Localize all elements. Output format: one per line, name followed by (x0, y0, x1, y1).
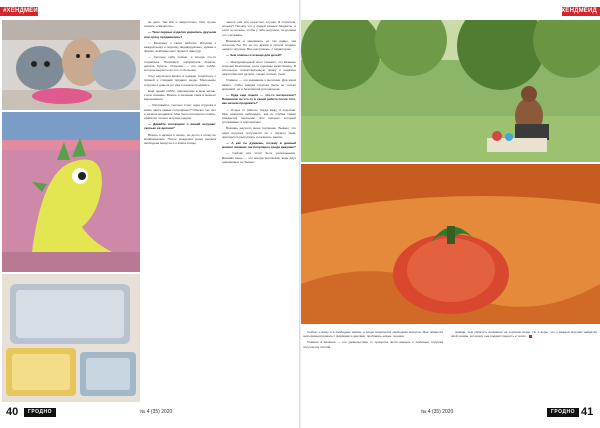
interview-question: — Куда ещё пошли — что-то интересное? Поменяли ли что-то в своей работе после того, как начали продавать? (222, 93, 296, 106)
end-of-article-mark (529, 335, 532, 338)
article-paragraph: — Сколько себя помню, я всегда что-то создавала. Например, оформляла бокалы, делала букеты. Игрушки — это моё хобби, которое выросло во что-то большее. (144, 55, 216, 73)
article-paragraph (451, 330, 597, 338)
interview-question: — Твои первые изделия дарились друзьям или сразу продавались? (144, 30, 216, 39)
left-page (0, 0, 299, 428)
article-paragraph: — Сейчас все хотят быть уникальными. Вязаная вещь — это всегда эксклюзив, ведь двух одинаковых не бывает. (222, 151, 296, 164)
article-text: правде, чем обратить внимание на хорошие вещи. Но я верю, что у каждой игрушки найдётся свой хозяин, которому она подарит радость и тепло. (451, 330, 597, 339)
article-paragraph: за дело. Так всё и закрутилось. Или лучше сказать «связалось». (144, 20, 216, 29)
article-paragraph: Вязанием я занимаюсь не так давно, как хотелось бы. Но за это время я успела создать немало игрушек. Все они разные, с характером. (222, 38, 296, 52)
brand-label: ГРОДНО (24, 408, 56, 417)
article-paragraph: Вязание научило меня терпению. Бывает, что одна игрушка получается не с первого раза, приходится распускать и начинать заново. (222, 126, 296, 139)
photo-pumpkin (301, 164, 600, 324)
article-paragraph: Сейчас я вяжу и в свободное время, и когда появляется свободная минутка. Мне нравится экспериментировать с формами и цветами, пробовать новые техники. (303, 330, 443, 339)
section-tag: #ХЕНДМЕЙД (3, 8, 43, 14)
article-paragraph: — Расскажу о своих работах. Игрушки к каждой вещи я подхожу индивидуально, думаю о форме, выбираю цвет пряжи и фактуру. (144, 40, 216, 54)
article-paragraph: Вязать я начала в школе, но долго к этому не возвращалась. После рождения дочки выпала свободная минутка и я взяла спицы. (144, 132, 216, 146)
article-paragraph: Главное — это внимание к мелочам. Для меня важно, чтобы каждая игрушка была не только красивой, но и безопасной для малыша. (222, 78, 296, 91)
issue-label: № 4 (35) 2020 (421, 409, 454, 415)
left-text-column-1 (144, 20, 216, 402)
photo-toys (2, 20, 140, 110)
issue-label: № 4 (35) 2020 (140, 409, 173, 415)
photo-author-park (301, 20, 600, 162)
photo-baskets (2, 274, 140, 402)
page-number: 40 (6, 406, 19, 418)
article-paragraph: — Отдых от работы. Когда вяжу, я отдыхаю. Мне нравится наблюдать, как из клубка пряжи рождается персонаж. Это процесс, который успокаивает и вдохновляет. (222, 107, 296, 125)
article-paragraph: чается она для нечастого случая. Я спросила, почему? Потому что у людей разные бюджеты, и если ты хочешь, чтобы у тебя покупали, ты должна это учитывать. (222, 20, 296, 37)
interview-question: — Давайте поговорим о вашей игрушке: сколько её делали? (144, 122, 216, 131)
left-footer (0, 405, 299, 419)
article-paragraph: Хочу научиться вязать в одежде. Коробочку с пряжей и спицами продают везде. Маленькие игрушки я довела до ума и начала продавать. (144, 74, 216, 87)
right-footer (301, 405, 600, 419)
right-text-column-1 (303, 330, 443, 400)
interview-question: — А как ты думаешь, почему в данный момент вязание так популярно среди девушек? (222, 141, 296, 150)
page-number: 41 (581, 406, 594, 418)
right-text-column-2 (451, 330, 597, 400)
interview-question: — Чем опасны эти вещи для детей? (226, 53, 282, 58)
left-text-column-2 (222, 20, 296, 402)
article-paragraph: Главное в вязании — это удовольствие от процесса. Если вяжешь с любовью, игрушка получается тёплой. (303, 340, 443, 349)
section-tag: #ХЕНДМЕЙД (557, 8, 597, 14)
brand-label: ГРОДНО (547, 408, 579, 417)
photo-dragon (2, 112, 140, 272)
article-paragraph: — Расскажите, сколько стоит одна игрушка и какие цвета самые популярные? Обычно так, вот и начала продавать. Мне было интересно понять, нравятся ли мои игрушки людям. (144, 103, 216, 121)
article-paragraph: — Международный опыт показал, что вязаные игрушки безопасны, если сделаны качественно. Я использую гипоаллергенную пряжу и надёжно закрепляю все детали: глазки, носики, ушки. (222, 59, 296, 77)
article-paragraph: Ещё одним хобби, пришедшим в мою жизнь, стало вязание. Вязать я начинаю сама в момент вдохновения. (144, 88, 216, 102)
right-page (301, 0, 600, 428)
